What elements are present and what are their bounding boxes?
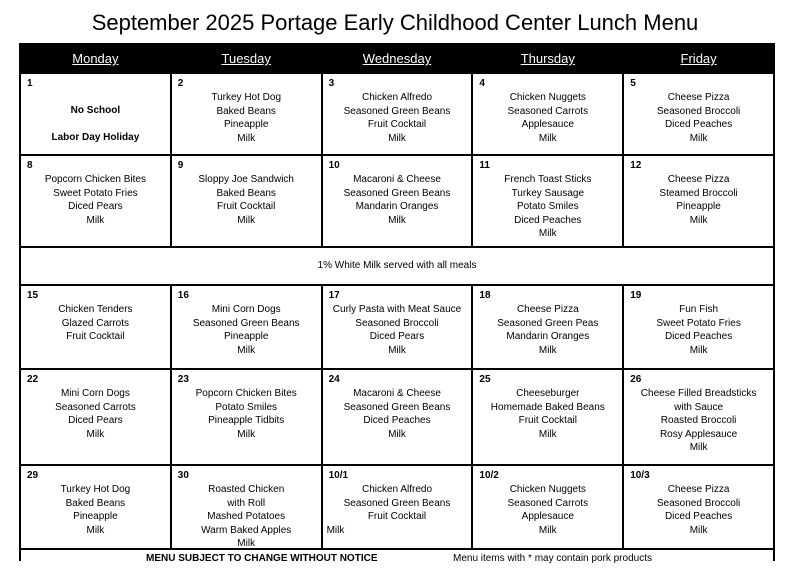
menu-item: Seasoned Carrots (55, 401, 136, 413)
date-number: 16 (177, 290, 189, 301)
menu-item: Roasted Broccoli (660, 415, 737, 426)
date-number: 25 (479, 374, 491, 385)
menu-calendar (19, 43, 775, 564)
menu-item: Chicken Alfredo (361, 92, 433, 103)
menu-item: Applesauce (521, 119, 574, 130)
menu-item: Milk (86, 524, 105, 536)
day-cell (624, 370, 773, 464)
menu-item: Pineapple (223, 119, 269, 130)
menu-item: Milk (689, 524, 708, 536)
menu-items (473, 387, 622, 441)
day-cell (21, 74, 170, 154)
menu-items (323, 91, 472, 145)
day-header-tuesday: Tuesday (172, 45, 321, 72)
menu-item: Milk (538, 132, 557, 144)
date-number: 23 (177, 374, 189, 385)
menu-item: Seasoned Green Beans (192, 317, 300, 329)
day-cell (473, 370, 622, 464)
menu-item: Milk (689, 344, 708, 356)
milk-note: 1% White Milk served with all meals (21, 248, 773, 284)
menu-items (323, 483, 472, 524)
menu-item: Mandarin Oranges (355, 201, 439, 212)
menu-item: Seasoned Green Beans (343, 105, 451, 117)
menu-items (172, 91, 321, 145)
date-number: 8 (27, 160, 33, 171)
day-cell (172, 156, 321, 246)
menu-items (172, 483, 321, 551)
footer-disclaimer: MENU SUBJECT TO CHANGE WITHOUT NOTICE (146, 553, 378, 564)
menu-item: Seasoned Carrots (507, 497, 589, 509)
menu-item: French Toast Sticks (504, 174, 592, 185)
menu-items (323, 303, 472, 357)
menu-item (21, 118, 170, 132)
menu-items (21, 387, 170, 441)
menu-item: Popcorn Chicken Bites (44, 174, 146, 185)
day-cell (172, 466, 321, 548)
menu-item: Chicken Tenders (58, 304, 133, 315)
menu-item: Turkey Sausage (511, 187, 585, 199)
menu-items (323, 173, 472, 227)
menu-items (21, 104, 170, 145)
menu-item: Potato Smiles (215, 401, 278, 413)
menu-item: Diced Peaches (363, 415, 431, 426)
day-cell (473, 466, 622, 548)
date-number: 18 (479, 290, 491, 301)
menu-item: Milk (388, 344, 406, 356)
date-number: 4 (479, 78, 485, 89)
menu-item: Cheese Pizza (667, 484, 730, 495)
menu-item: Sweet Potato Fries (656, 317, 741, 329)
menu-item: Mandarin Oranges (506, 331, 590, 342)
menu-item: Sweet Potato Fries (53, 187, 138, 199)
day-cell (323, 370, 472, 464)
menu-item: Seasoned Green Beans (343, 401, 451, 413)
menu-item: Seasoned Green Peas (497, 317, 599, 329)
menu-item: Seasoned Green Beans (343, 187, 451, 199)
menu-items (323, 387, 472, 441)
date-number: 9 (177, 160, 184, 171)
day-header-monday: Monday (21, 45, 170, 72)
menu-item: Milk (237, 132, 256, 144)
date-number: 3 (328, 78, 335, 89)
menu-items (473, 91, 622, 145)
date-number: 10/1 (328, 470, 349, 481)
menu-item: Turkey Hot Dog (60, 484, 131, 495)
menu-item: Milk (689, 214, 708, 226)
menu-item-milk: Milk (326, 524, 345, 536)
menu-item: Roasted Chicken (208, 484, 285, 495)
day-cell (21, 370, 170, 464)
menu-item: Milk (538, 428, 557, 440)
day-cell (624, 156, 773, 246)
date-number: 10/2 (479, 470, 499, 481)
menu-item: Milk (388, 428, 406, 440)
menu-items (624, 303, 773, 357)
menu-item: Turkey Hot Dog (211, 92, 282, 103)
day-cell (473, 74, 622, 154)
menu-item: Applesauce (521, 511, 574, 522)
menu-item: Chicken Nuggets (509, 484, 586, 495)
menu-item: Cheese Pizza (667, 174, 730, 185)
menu-item: Milk (388, 214, 406, 226)
day-cell (473, 286, 622, 368)
menu-item: with Roll (227, 497, 266, 509)
menu-item: Milk (237, 214, 256, 226)
date-number: 10/3 (630, 470, 650, 481)
date-number: 11 (479, 160, 490, 171)
day-cell (172, 74, 321, 154)
menu-item: Labor Day Holiday (51, 132, 140, 143)
menu-item: Chicken Nuggets (509, 92, 586, 103)
day-cell (624, 286, 773, 368)
date-number: 5 (630, 78, 636, 89)
date-number: 1 (27, 78, 33, 89)
date-number: 12 (630, 160, 642, 171)
menu-items (21, 303, 170, 344)
menu-item: Fruit Cocktail (66, 331, 125, 342)
menu-items (473, 483, 622, 537)
date-number: 26 (630, 374, 642, 385)
menu-item: Diced Peaches (664, 511, 733, 522)
menu-item: Pineapple (676, 201, 721, 212)
date-number: 22 (27, 374, 39, 385)
menu-item: Milk (237, 538, 256, 549)
menu-item: Diced Peaches (664, 331, 733, 342)
menu-item: Seasoned Broccoli (656, 497, 741, 509)
menu-item: Popcorn Chicken Bites (195, 388, 297, 399)
menu-item: Sloppy Joe Sandwich (198, 174, 294, 185)
day-cell (473, 156, 622, 246)
menu-item: Pineapple (73, 511, 118, 522)
menu-item: Diced Pears (68, 415, 123, 426)
menu-item: Baked Beans (65, 497, 126, 509)
menu-item: Fun Fish (679, 304, 719, 315)
date-number: 29 (27, 470, 39, 481)
menu-item: Seasoned Broccoli (355, 317, 439, 329)
menu-item: Diced Pears (369, 331, 425, 342)
menu-item: Homemade Baked Beans (490, 401, 605, 413)
menu-items (473, 173, 622, 241)
day-header-friday: Friday (624, 45, 773, 72)
menu-item: Cheese Filled Breadsticks (640, 388, 757, 399)
day-cell (323, 156, 472, 246)
menu-item: Baked Beans (216, 187, 276, 199)
date-number: 19 (630, 290, 642, 301)
menu-item: Potato Smiles (516, 201, 579, 212)
menu-item: Seasoned Green Beans (343, 497, 451, 509)
menu-item: Milk (86, 214, 105, 226)
date-number: 30 (177, 470, 189, 481)
footer-pork-note: Menu items with * may contain pork products (453, 553, 652, 564)
menu-items (624, 91, 773, 145)
day-cell (624, 74, 773, 154)
menu-item: Milk (538, 524, 557, 536)
day-cell (172, 370, 321, 464)
menu-item: Rosy Applesauce (659, 428, 738, 440)
day-cell (624, 466, 773, 548)
menu-item: Milk (538, 344, 557, 356)
menu-item: Milk (538, 228, 557, 239)
day-cell (21, 286, 170, 368)
menu-item: Chicken Alfredo (361, 484, 433, 495)
menu-items (172, 303, 321, 357)
menu-item: Seasoned Broccoli (656, 105, 741, 117)
menu-item: Glazed Carrots (61, 317, 130, 329)
menu-item: Mini Corn Dogs (60, 388, 130, 399)
menu-item: Steamed Broccoli (659, 187, 738, 199)
day-cell (21, 466, 170, 548)
day-cell (21, 156, 170, 246)
menu-items (473, 303, 622, 357)
menu-item: with Sauce (674, 401, 724, 413)
menu-item: Pineapple (223, 331, 269, 342)
menu-item: Diced Peaches (664, 119, 733, 130)
menu-item: Macaroni & Cheese (353, 388, 441, 399)
day-cell (172, 286, 321, 368)
page-title: September 2025 Portage Early Childhood Center Lunch Menu (91, 10, 699, 35)
menu-item: Fruit Cocktail (367, 119, 427, 130)
menu-item: Milk (689, 442, 708, 453)
menu-item: Warm Baked Apples (201, 524, 292, 536)
date-number: 10 (328, 160, 340, 171)
menu-item: Seasoned Carrots (507, 105, 589, 117)
menu-item: Mashed Potatoes (207, 511, 286, 522)
menu-item: Milk (689, 132, 708, 144)
menu-item: Curly Pasta with Meat Sauce (332, 304, 462, 315)
date-number: 17 (328, 290, 340, 301)
menu-item: Cheese Pizza (516, 304, 579, 315)
menu-items (172, 173, 321, 227)
menu-item: Milk (237, 344, 256, 356)
date-number: 24 (328, 374, 340, 385)
menu-item: Cheese Pizza (667, 92, 730, 103)
menu-items (21, 173, 170, 227)
date-number: 2 (177, 78, 184, 89)
day-cell (323, 466, 472, 548)
menu-items (172, 387, 321, 441)
menu-items (624, 387, 773, 455)
menu-items (624, 483, 773, 537)
menu-item: Fruit Cocktail (217, 201, 276, 212)
menu-item: Fruit Cocktail (518, 415, 577, 426)
menu-item: Milk (237, 428, 256, 440)
day-cell (323, 286, 472, 368)
menu-item: Cheeseburger (516, 388, 580, 399)
date-number: 15 (27, 290, 39, 301)
menu-item: No School (70, 105, 121, 116)
footer (21, 550, 773, 570)
menu-item: Milk (86, 428, 105, 440)
menu-item: Diced Peaches (514, 214, 582, 226)
menu-item: Mini Corn Dogs (211, 304, 281, 315)
menu-item: Diced Pears (68, 201, 123, 212)
menu-items (21, 483, 170, 537)
day-cell (323, 74, 472, 154)
menu-item: Macaroni & Cheese (353, 174, 441, 185)
menu-item: Baked Beans (216, 105, 276, 117)
menu-item: Milk (388, 132, 406, 144)
day-header-thursday: Thursday (473, 45, 622, 72)
day-header-wednesday: Wednesday (323, 45, 472, 72)
menu-items (624, 173, 773, 227)
menu-item: Fruit Cocktail (367, 511, 427, 522)
menu-item: Pineapple Tidbits (208, 415, 285, 426)
